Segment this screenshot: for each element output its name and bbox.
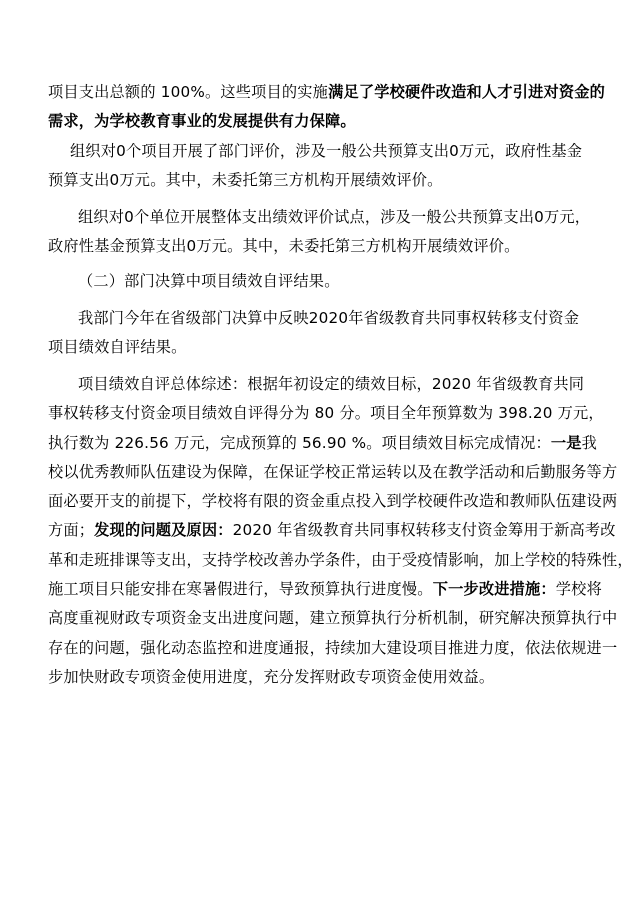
text-bold: 下一步改进措施：: [432, 580, 556, 599]
paragraph-line: 项目绩效自评结果。: [48, 338, 187, 357]
paragraph-summary: [48, 78, 616, 137]
paragraph-unit-evaluation: [48, 203, 616, 262]
paragraph-self-evaluation-intro: [48, 304, 616, 363]
paragraph-line: 高度重视财政专项资金支出进度问题，建立预算执行分析机制，研究解决预算执行中: [48, 609, 618, 628]
paragraph-line: [48, 429, 616, 458]
paragraph-line: [48, 78, 616, 107]
paragraph-line: 需求，为学校教育事业的发展提供有力保障。: [48, 112, 356, 131]
paragraph-line: 预算支出0万元。其中，未委托第三方机构开展绩效评价。: [48, 171, 443, 190]
text-bold: 满足了学校硬件改造和人才引进对资金的: [328, 83, 606, 101]
paragraph-line: 组织对0个单位开展整体支出绩效评价试点，涉及一般公共预算支出0万元，: [78, 208, 591, 226]
paragraph-department-evaluation: [48, 137, 616, 196]
paragraph-line: 我部门今年在省级部门决算中反映2020年省级教育共同事权转移支付资金: [78, 309, 580, 327]
text-normal: 方面；: [48, 521, 95, 540]
paragraph-line: 面必要开支的前提下，学校将有限的资金重点投入到学校硬件改造和教师队伍建设两: [48, 492, 618, 511]
paragraph-line: 组织对0个项目开展了部门评价，涉及一般公共预算支出0万元，政府性基金: [70, 142, 583, 160]
paragraph-line: [48, 516, 616, 545]
paragraph-line: 项目绩效自评总体综述：根据年初设定的绩效目标，2020 年省级教育共同: [78, 375, 585, 393]
paragraph-line: 存在的问题，强化动态监控和进度通报，持续加大建设项目推进力度，依法依规进一: [48, 638, 618, 657]
text-bold: 发现的问题及原因：: [94, 521, 233, 540]
paragraph-line: 校以优秀教师队伍建设为保障，在保证学校正常运转以及在教学活动和后勤服务等方: [48, 462, 618, 481]
paragraph-line: 事权转移支付资金项目绩效自评得分为 80 分。项目全年预算数为 398.20 万元，: [48, 404, 604, 423]
paragraph-self-evaluation-summary: [48, 370, 633, 692]
paragraph-line: 步加快财政专项资金使用进度，充分发挥财政专项资金使用效益。: [48, 667, 495, 686]
paragraph-line: 革和走班排课等支出，支持学校改善办学条件，由于受疫情影响，加上学校的特殊性，: [48, 550, 633, 569]
text-normal: 施工项目只能安排在寒暑假进行，导致预算执行进度慢。: [48, 580, 433, 599]
text-normal: 学校将: [555, 580, 602, 599]
text-normal: 2020 年省级教育共同事权转移支付资金筹用于新高考改: [232, 521, 616, 540]
text-normal: 项目支出总额的 100%。这些项目的实施: [48, 83, 329, 101]
paragraph-line: 政府性基金预算支出0万元。其中，未委托第三方机构开展绩效评价。: [48, 237, 520, 256]
heading-text: （二）部门决算中项目绩效自评结果。: [78, 272, 340, 290]
section-heading: [48, 267, 616, 296]
paragraph-line: [48, 575, 616, 604]
text-bold: 一是: [550, 433, 582, 452]
text-normal: 执行数为 226.56 万元，完成预算的 56.90 %。项目绩效目标完成情况：: [48, 433, 551, 452]
text-normal: 我: [581, 433, 598, 452]
